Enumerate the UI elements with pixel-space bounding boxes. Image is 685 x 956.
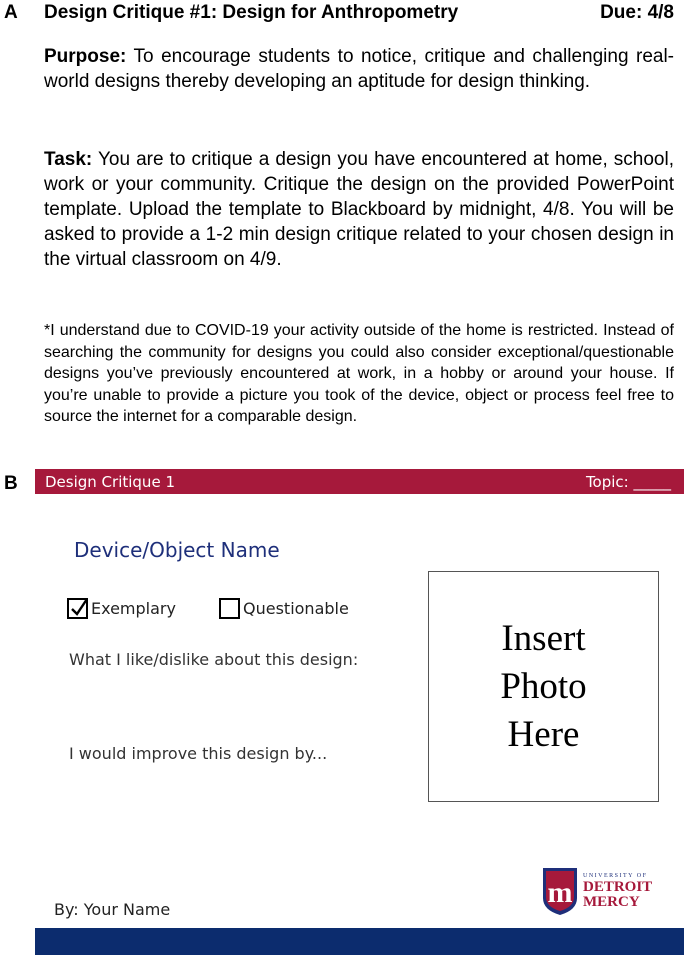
logo-small-text: UNIVERSITY OF [583, 873, 648, 879]
slide-title: Design Critique 1 [45, 472, 175, 491]
photo-text-line-1: Insert [501, 617, 586, 659]
panel-b-letter: B [4, 473, 18, 494]
purpose-paragraph [44, 44, 674, 94]
questionable-option[interactable] [219, 598, 349, 619]
photo-text-line-3: Here [507, 713, 580, 755]
like-dislike-prompt[interactable]: What I like/dislike about this design: [69, 650, 359, 669]
slide-title-bar [35, 469, 684, 494]
improve-prompt[interactable]: I would improve this design by... [69, 744, 328, 763]
topic-field[interactable]: Topic: _____ [585, 472, 671, 491]
task-text: You are to critique a design you have encountered at home, school, work or your community. Critique the design on the provided PowerPoint template. Upload the template to Blackboard by midnight, 4/8. You will be asked to provide a 1-2 min design critique related to your chosen design in the virtual classroom on 4/9. [44, 149, 675, 270]
detroit-mercy-shield-icon [541, 866, 579, 916]
purpose-text: To encourage students to notice, critique and challenging real-world designs thereby developing an aptitude for design thinking. [44, 46, 675, 92]
checkmark-icon [69, 597, 90, 619]
logo-mercy: MERCY [583, 894, 640, 910]
task-label: Task: [44, 149, 93, 170]
purpose-label: Purpose: [44, 46, 127, 67]
logo-detroit: DETROIT [583, 879, 653, 895]
covid-note: *I understand due to COVID-19 your activity outside of the home is restricted. Instead of searching the community for designs you could also consider exceptional/questionable designs you’ve previously encountered at work, in a hobby or around your house. If you’re unable to provide a picture you took of the device, object or process feel free to source the internet for a comparable design. [44, 322, 674, 425]
university-logo [541, 866, 652, 916]
questionable-label: Questionable [243, 599, 349, 618]
photo-placeholder[interactable] [428, 571, 659, 802]
exemplary-option[interactable] [67, 598, 176, 619]
assignment-title: Design Critique #1: Design for Anthropometry [44, 2, 459, 23]
panel-a-letter: A [4, 2, 18, 23]
device-name-heading[interactable]: Device/Object Name [74, 538, 280, 562]
author-line[interactable]: By: Your Name [54, 900, 171, 919]
exemplary-label: Exemplary [91, 599, 176, 618]
assignment-header [44, 2, 674, 24]
svg-text:m: m [547, 876, 573, 909]
photo-text-line-2: Photo [500, 665, 587, 707]
due-date: Due: 4/8 [600, 2, 674, 23]
task-paragraph [44, 147, 674, 272]
exemplary-checkbox[interactable] [67, 598, 88, 619]
questionable-checkbox[interactable] [219, 598, 240, 619]
slide-footer-bar [35, 928, 684, 955]
